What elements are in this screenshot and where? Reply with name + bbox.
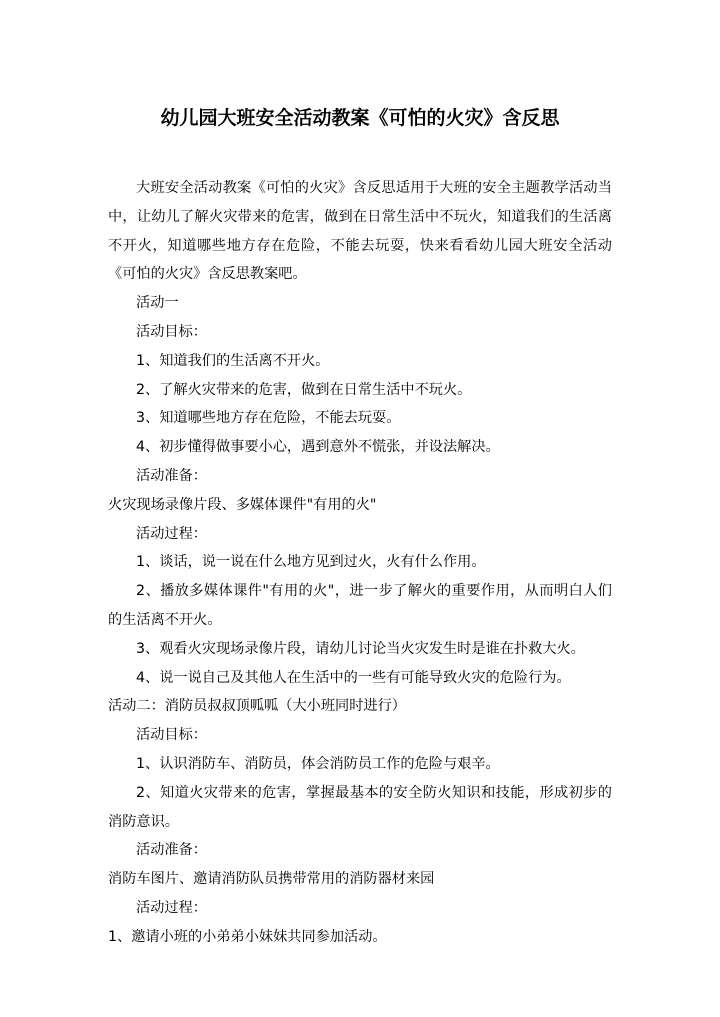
heading-activity-two: 活动二：消防员叔叔顶呱呱（大小班同时进行） (108, 698, 406, 715)
preparation-text: 火灾现场录像片段、多媒体课件"有用的火" (108, 496, 377, 513)
list-item: 1、谈话，说一说在什么地方见到过火，火有什么作用。 (136, 554, 486, 571)
heading-process: 活动过程： (136, 899, 207, 916)
document-title: 幼儿园大班安全活动教案《可怕的火灾》含反思 (160, 107, 560, 129)
list-item: 1、认识消防车、消防员，体会消防员工作的危险与艰辛。 (136, 755, 500, 772)
list-item: 4、初步懂得做事要小心，遇到意外不慌张，并设法解决。 (136, 439, 500, 456)
list-item: 2、播放多媒体课件"有用的火"，进一步了解火的重要作用，从而明白人们的生活离不开火。 (108, 583, 612, 628)
list-item: 1、邀请小班的小弟弟小妹妹共同参加活动。 (108, 928, 387, 945)
intro-paragraph: 大班安全活动教案《可怕的火灾》含反思适用于大班的安全主题教学活动当中，让幼儿了解火灾带来的危害，做到在日常生活中不玩火，知道我们的生活离不开火，知道哪些地方存在危险，不能去玩耍，快来看看幼儿园大班安全活动《可怕的火灾》含反思教案吧。 (108, 180, 612, 283)
heading-activity-one: 活动一 (136, 295, 179, 312)
list-item: 3、观看火灾现场录像片段，请幼儿讨论当火灾发生时是谁在扑救大火。 (136, 640, 585, 657)
heading-process: 活动过程： (136, 525, 207, 542)
heading-goals: 活动目标： (136, 727, 207, 744)
list-item: 4、说一说自己及其他人在生活中的一些有可能导致火灾的危险行为。 (136, 669, 571, 686)
list-item: 1、知道我们的生活离不开火。 (136, 352, 330, 369)
list-item: 2、知道火灾带来的危害，掌握最基本的安全防火知识和技能，形成初步的消防意识。 (108, 784, 612, 830)
heading-preparation: 活动准备： (136, 467, 207, 484)
heading-goals: 活动目标： (136, 323, 207, 340)
preparation-text: 消防车图片、邀请消防队员携带常用的消防器材来园 (108, 871, 435, 888)
list-item: 3、知道哪些地方存在危险，不能去玩耍。 (136, 410, 401, 427)
document-body (108, 174, 612, 952)
list-item: 2、了解火灾带来的危害，做到在日常生活中不玩火。 (136, 381, 472, 398)
heading-preparation: 活动准备： (136, 842, 207, 859)
